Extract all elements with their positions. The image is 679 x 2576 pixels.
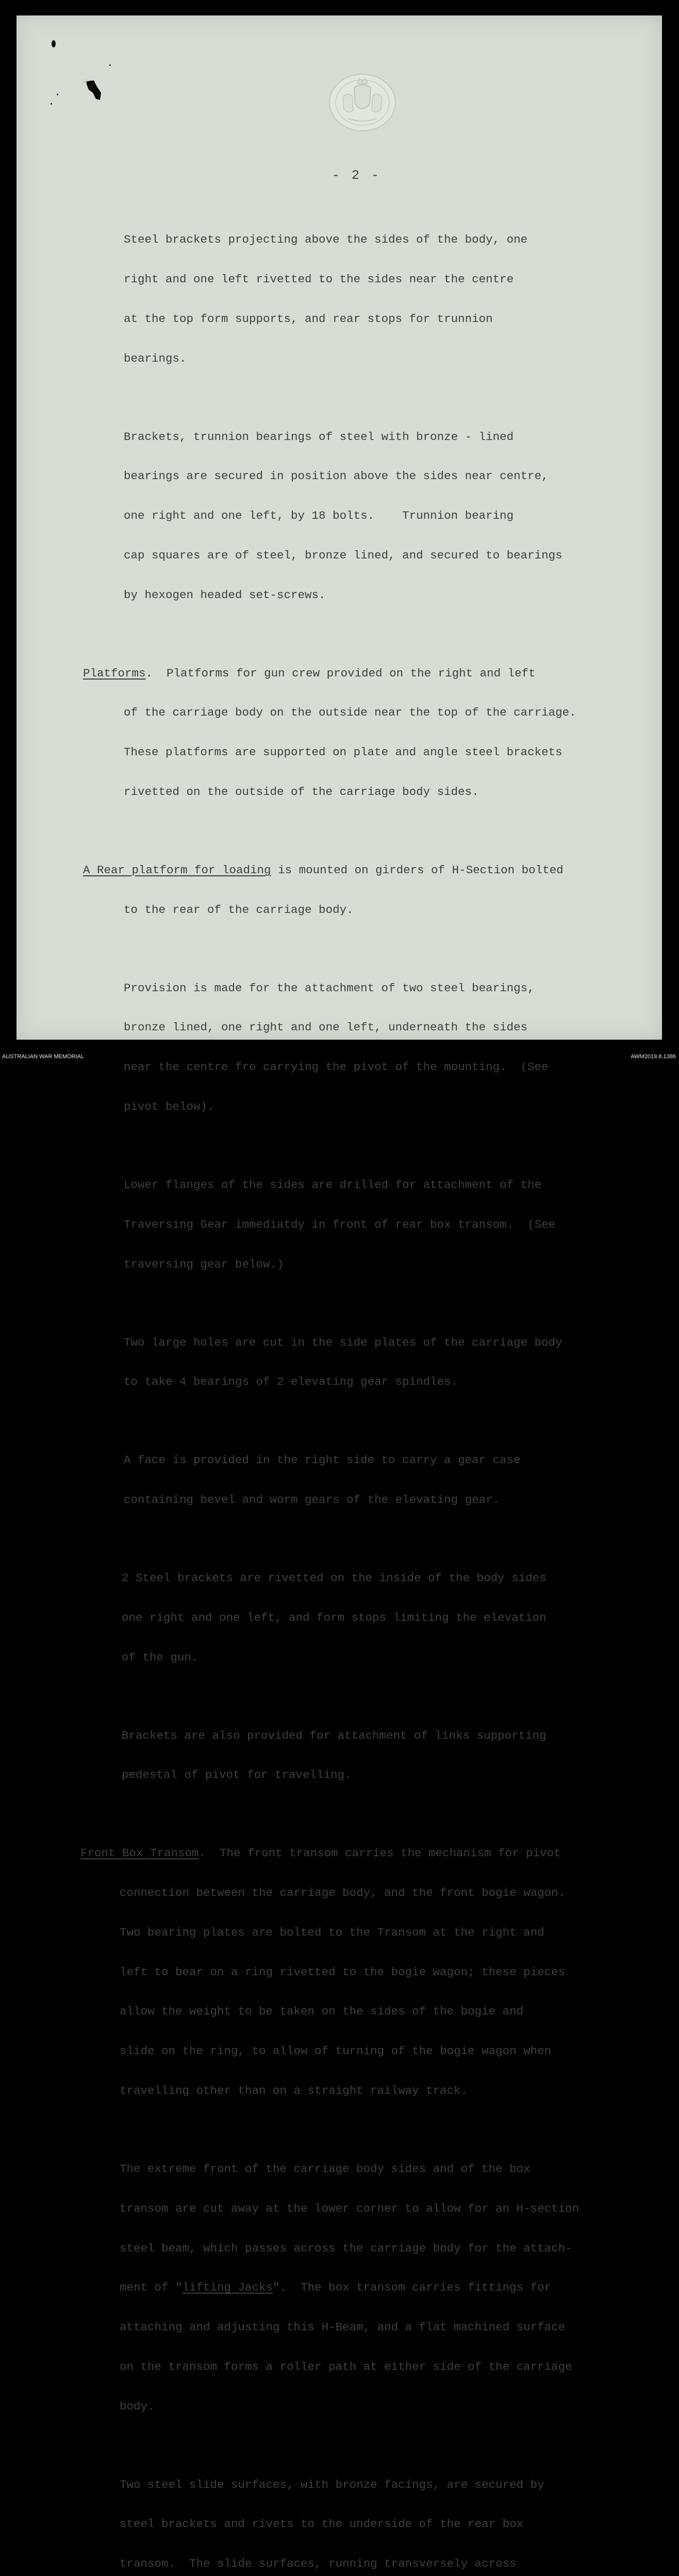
text-run: ". The box transom carries fittings for: [273, 2281, 552, 2295]
text-line: slide on the ring, to allow of turning of the bogie wagon when: [120, 2044, 552, 2058]
text-line: attaching and adjusting this H-Beam, and a flat machined surface: [120, 2320, 566, 2334]
text-line: travelling other than on a straight railway track.: [120, 2083, 468, 2097]
ink-speck: [57, 94, 58, 95]
text-line: [16, 864, 662, 877]
text-line: bronze lined, one right and one left, underneath the sides: [124, 1021, 528, 1035]
text-line: to the rear of the carriage body.: [124, 903, 354, 917]
text-line: one right and one left, and form stops limiting the elevation: [122, 1611, 546, 1624]
paragraph-gear-case: [16, 1428, 662, 1533]
embossed-crest-seal: [327, 72, 398, 133]
text-line: at the top form supports, and rear stops for trunnion: [124, 312, 493, 326]
text-line: left to bear on a ring rivetted to the bogie wagon; these pieces: [120, 1965, 566, 1979]
text-line: The extreme front of the carriage body sides and of the box: [120, 2162, 531, 2176]
text-line: of the gun.: [122, 1650, 198, 1664]
ink-speck: [51, 103, 52, 105]
paragraph-rear-platform: [16, 838, 662, 943]
footer-accession-number: AWM2019.8.1386: [631, 1054, 676, 1060]
section-heading-front-box-transom: Front Box Transom: [80, 1846, 199, 1860]
paragraph-lifting-jacks: [16, 2137, 662, 2440]
text-line: steel beam, which passes across the carriage body for the attach-: [120, 2241, 572, 2255]
text-line: Two steel slide surfaces, with bronze facings, are secured by: [120, 2478, 544, 2492]
text-line: to take 4 bearings of 2 elevating gear spindles.: [124, 1375, 458, 1389]
text-line: pedestal of pivot for travelling.: [122, 1768, 352, 1782]
text-line: A face is provided in the right side to carry a gear case: [124, 1453, 521, 1467]
text-line: steel brackets and rivets to the underside of the rear box: [120, 2517, 524, 2531]
text-line: Steel brackets projecting above the sides of the body, one: [124, 233, 528, 247]
text-line: Lower flanges of the sides are drilled for attachment of the: [124, 1178, 542, 1192]
section-heading-platforms: Platforms: [83, 666, 146, 680]
text-run: is mounted on girders of H-Section bolted: [271, 863, 564, 877]
paragraph-elevation-stops: [16, 1546, 662, 1691]
text-line: allow the weight to be taken on the sides of the bogie and: [120, 2005, 524, 2019]
text-run: ment of ": [120, 2281, 183, 2295]
text-line: transom are cut away at the lower corner to allow for an H-section: [120, 2201, 579, 2215]
text-line: Two large holes are cut in the side plates of the carriage body: [124, 1335, 562, 1349]
text-line: 2 Steel brackets are rivetted on the inside of the body sides: [122, 1571, 546, 1585]
text-line: of the carriage body on the outside near the top of the carriage.: [124, 706, 576, 720]
text-line: right and one left rivetted to the sides near the centre: [124, 272, 514, 286]
text-line: [120, 2281, 662, 2295]
text-line: pivot below).: [124, 1100, 214, 1113]
paragraph-provision: [16, 955, 662, 1140]
paragraph-front-box-transom: [16, 1821, 662, 2124]
footer-source-label: AUSTRALIAN WAR MEMORIAL: [2, 1054, 85, 1060]
paragraph-pedestal-links: [16, 1703, 662, 1808]
text-line: near the centre fro carrying the pivot of the mounting. (See: [124, 1060, 549, 1074]
text-line: Brackets, trunnion bearings of steel with bronze - lined: [124, 430, 514, 444]
text-run: . Platforms for gun crew provided on the right and left: [145, 666, 536, 680]
text-line: Provision is made for the attachment of two steel bearings,: [124, 981, 535, 995]
text-line: Brackets are also provided for attachment of links supporting: [122, 1728, 546, 1742]
document-body: [16, 207, 662, 2576]
section-heading-rear-platform: A Rear platform for loading: [83, 863, 271, 877]
paragraph-lower-flanges: [16, 1153, 662, 1298]
text-line: traversing gear below.): [124, 1257, 284, 1271]
text-line: bearings.: [124, 351, 187, 365]
paragraph-steel-brackets: [16, 207, 662, 392]
text-line: [16, 1847, 662, 1860]
paragraph-trunnion-bearings: [16, 404, 662, 628]
ink-speck: [52, 40, 56, 47]
paragraph-slide-surfaces: [16, 2452, 662, 2576]
page-number: - 2 -: [332, 168, 382, 183]
text-line: rivetted on the outside of the carriage body sides.: [124, 785, 479, 799]
text-line: cap squares are of steel, bronze lined, and secured to bearings: [124, 548, 562, 562]
ink-speck: [109, 64, 111, 66]
text-line: one right and one left, by 18 bolts. Trunnion bearing: [124, 509, 514, 523]
text-line: These platforms are supported on plate and angle steel brackets: [124, 745, 562, 759]
text-line: body.: [120, 2399, 155, 2413]
torn-hole-mark: [78, 77, 108, 108]
text-run: . The front transom carries the mechanism for pivot: [198, 1846, 561, 1860]
paragraph-large-holes: [16, 1310, 662, 1415]
text-line: bearings are secured in position above the sides near centre,: [124, 469, 549, 483]
text-line: Two bearing plates are bolted to the Transom at the right and: [120, 1925, 544, 1939]
underlined-term-lifting-jacks: lifting Jacks: [182, 2281, 273, 2295]
text-line: on the transom forms a roller path at either side of the carriage: [120, 2360, 572, 2374]
text-line: Traversing Gear immediatdy in front of rear box transom. (See: [124, 1217, 556, 1231]
text-line: connection between the carriage body, and the front bogie wagon.: [120, 1886, 566, 1900]
text-line: [16, 667, 662, 681]
paragraph-platforms: [16, 640, 662, 825]
text-line: transom. The slide surfaces, running transversely across: [120, 2557, 517, 2571]
text-line: by hexogen headed set-screws.: [124, 588, 326, 602]
text-line: containing bevel and worm gears of the elevating gear.: [124, 1493, 500, 1507]
